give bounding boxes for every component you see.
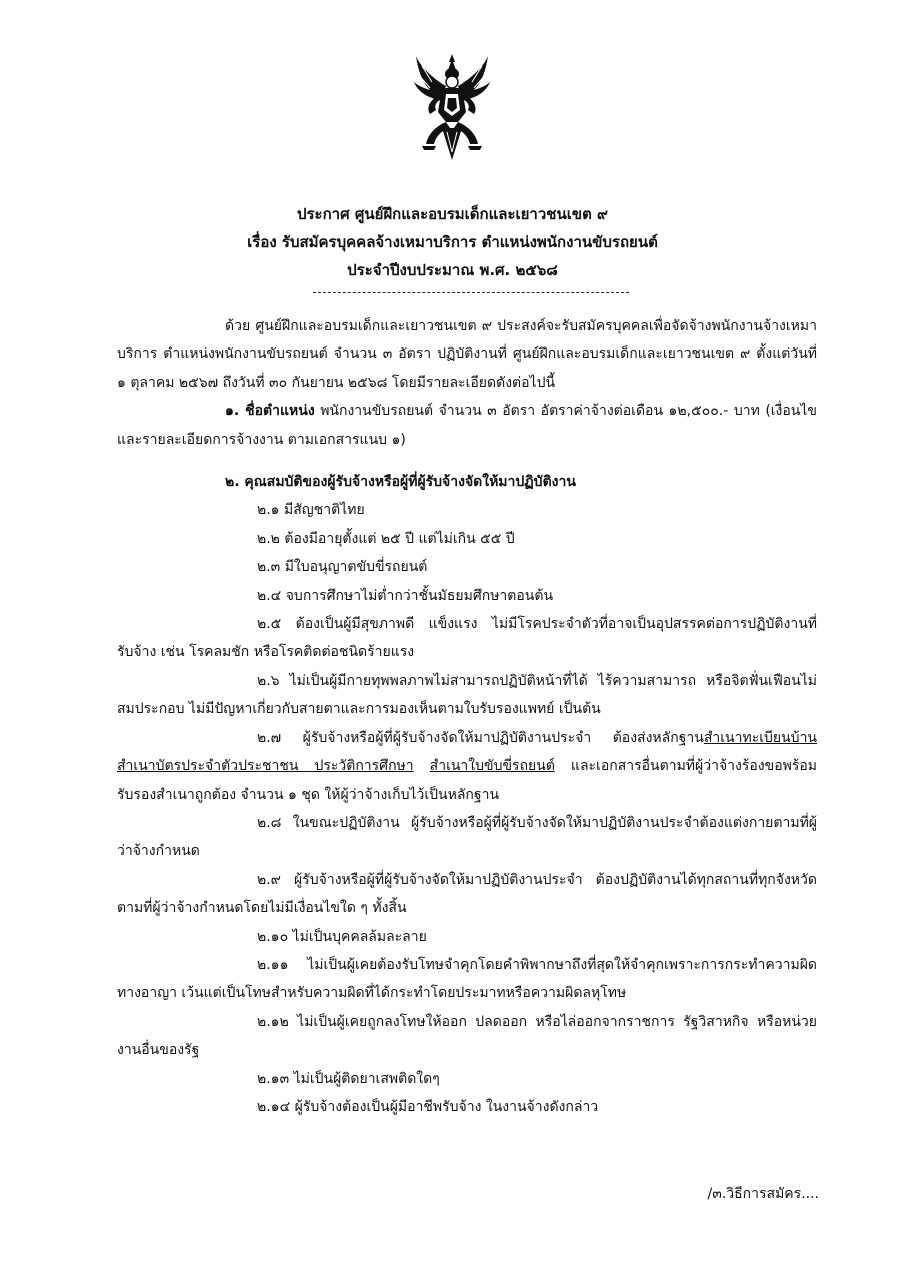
header-line-2: เรื่อง รับสมัครบุคคลจ้างเหมาบริการ ตำแหน่งพนักงานขับรถยนต์ (247, 233, 658, 251)
item-2-13: ๒.๑๓ ไม่เป็นผู้ติดยาเสพติดใดๆ (257, 1070, 440, 1087)
item-2-9: ๒.๙ ผู้รับจ้างหรือผู้ที่ผู้รับจ้างจัดให้มาปฏิบัติงานประจำ ต้องปฏิบัติงานได้ทุกสถานที่ทุกจังหวัด ตามที่ผู้ว่าจ้างกำหนดโดยไม่มีเงื่อนไขใด ๆ ทั้งสิ้น (117, 871, 817, 917)
item-2-1: ๒.๑ มีสัญชาติไทย (257, 502, 365, 519)
section-1 (117, 397, 817, 454)
announcement-header (0, 200, 905, 284)
header-line-3: ประจำปีงบประมาณ พ.ศ. ๒๕๖๘ (347, 261, 558, 279)
header-divider (313, 292, 629, 293)
item-2-7-pre: ๒.๗ ผู้รับจ้างหรือผู้ที่ผู้รับจ้างจัดให้มาปฏิบัติงานประจำ ต้องส่งหลักฐาน (257, 729, 704, 746)
item-2-12: ๒.๑๒ ไม่เป็นผู้เคยถูกลงโทษให้ออก ปลดออก หรือไล่ออกจากราชการ รัฐวิสาหกิจ หรือหน่วยงานอื่นของรัฐ (117, 1013, 817, 1059)
item-2-2: ๒.๒ ต้องมีอายุตั้งแต่ ๒๕ ปี แต่ไม่เกิน ๕๕ ปี (257, 530, 515, 547)
item-2-11: ๒.๑๑ ไม่เป็นผู้เคยต้องรับโทษจำคุกโดยคำพิพากษาถึงที่สุดให้จำคุกเพราะการกระทำความผิดทางอาญา เว้นแต่เป็นโทษสำหรับความผิดที่ได้กระทำโดยประมาทหรือความผิดลหุโทษ (117, 956, 817, 1002)
item-2-10: ๒.๑๐ ไม่เป็นบุคคลล้มละลาย (257, 928, 427, 945)
document-body (117, 312, 817, 1121)
item-2-7 (117, 724, 817, 809)
section-1-label: ๑. ชื่อตำแหน่ง (225, 403, 315, 420)
garuda-emblem-icon (412, 52, 492, 164)
item-2-7-underline-1: สำเนาทะเบียนบ้าน สำเนาบัตรประจำตัวประชาชน ประวัติการศึกษา (117, 729, 817, 775)
header-line-1: ประกาศ ศูนย์ฝึกและอบรมเด็กและเยาวชนเขต ๙ (296, 205, 609, 223)
item-2-3: ๒.๓ มีใบอนุญาตขับขี่รถยนต์ (257, 559, 428, 576)
item-2-7-mid (414, 758, 430, 774)
section-2-title: ๒. คุณสมบัติของผู้รับจ้างหรือผู้ที่ผู้รับจ้างจัดให้มาปฏิบัติงาน (225, 474, 576, 491)
section-1-text: พนักงานขับรถยนต์ จำนวน ๓ อัตรา อัตราค่าจ้างต่อเดือน ๑๒,๕๐๐.- บาท (เงื่อนไขและรายละเอียดการจ้างงาน ตามเอกสารแนบ ๑) (117, 403, 817, 448)
item-2-7-underline-2: สำเนาใบขับขี่รถยนต์ (429, 758, 555, 775)
intro-paragraph: ด้วย ศูนย์ฝึกและอบรมเด็กและเยาวชนเขต ๙ ประสงค์จะรับสมัครบุคคลเพื่อจัดจ้างพนักงานจ้างเหมาบริการ ตำแหน่งพนักงานขับรถยนต์ จำนวน ๓ อัตรา ปฏิบัติงานที่ ศูนย์ฝึกและอบรมเด็กและเยาวชนเขต ๙ ตั้งแต่วันที่ ๑ ตุลาคม ๒๕๖๗ ถึงวันที่ ๓๐ กันยายน ๒๕๖๘ โดยมีรายละเอียดดังต่อไปนี้ (117, 318, 817, 391)
item-2-4: ๒.๔ จบการศึกษาไม่ต่ำกว่าชั้นมัธยมศึกษาตอนต้น (257, 587, 554, 604)
continuation-note: /๓.วิธีการสมัคร.... (707, 1186, 819, 1202)
item-2-6: ๒.๖ ไม่เป็นผู้มีกายทุพพลภาพไม่สามารถปฏิบัติหน้าที่ได้ ไร้ความสามารถ หรือจิตฟั่นเฟือนไม่สมประกอบ ไม่มีปัญหาเกี่ยวกับสายตาและการมองเห็นตามใบรับรองแพทย์ เป็นต้น (117, 672, 817, 718)
item-2-7-post: และเอกสารอื่นตามที่ผู้ว่าจ้างร้องขอพร้อมรับรองสำเนาถูกต้อง จำนวน ๑ ชุด ให้ผู้ว่าจ้างเก็บไว้เป็นหลักฐาน (117, 758, 817, 803)
item-2-14: ๒.๑๔ ผู้รับจ้างต้องเป็นผู้มีอาชีพรับจ้าง ในงานจ้างดังกล่าว (257, 1098, 599, 1115)
item-2-5: ๒.๕ ต้องเป็นผู้มีสุขภาพดี แข็งแรง ไม่มีโรคประจำตัวที่อาจเป็นอุปสรรคต่อการปฏิบัติงานที่รับจ้าง เช่น โรคลมชัก หรือโรคติดต่อชนิดร้ายแรง (117, 616, 817, 661)
item-2-8: ๒.๘ ในขณะปฏิบัติงาน ผู้รับจ้างหรือผู้ที่ผู้รับจ้างจัดให้มาปฏิบัติงานประจำต้องแต่งกายตามที่ผู้ว่าจ้างกำหนด (117, 814, 817, 860)
